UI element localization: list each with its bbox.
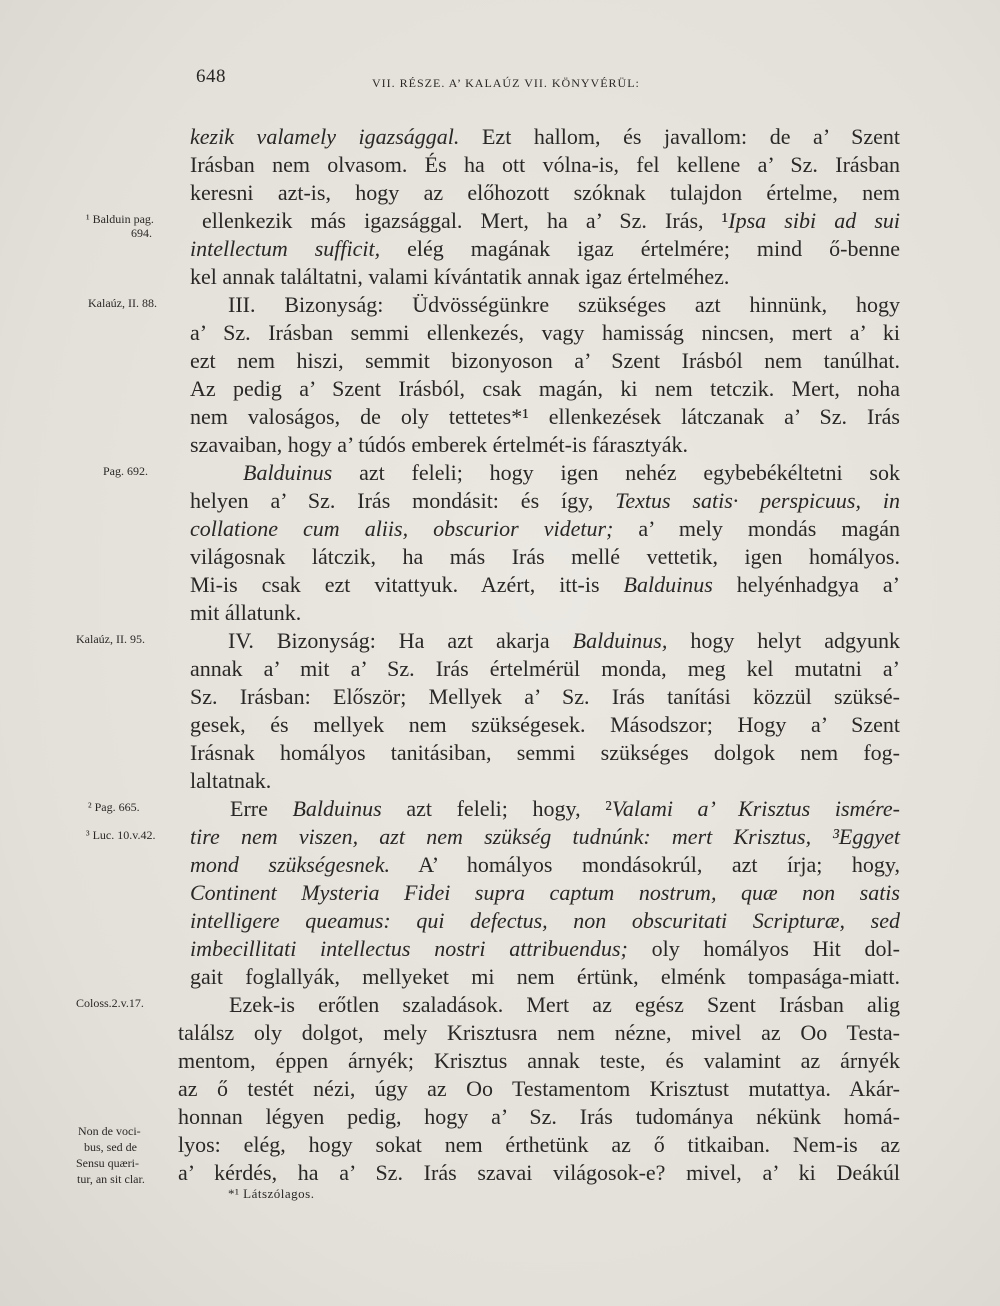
- text-line: [190, 768, 280, 794]
- roman-text: A’ homályos mondásokrúl, azt írja; hogy,: [389, 852, 900, 877]
- italic-text: intelligere queamus: qui defectus, non obscuritati Scripturæ, sed: [190, 908, 900, 933]
- italic-text: Balduinus: [292, 796, 382, 821]
- text-line: [190, 908, 900, 934]
- text-line: [190, 236, 900, 262]
- roman-text: Mi-is csak ezt vitattyuk. Azért, itt-is: [190, 572, 624, 597]
- text-line: [178, 1048, 900, 1074]
- text-line: [190, 432, 810, 458]
- text-line: [228, 628, 900, 654]
- page-number: 648: [196, 66, 226, 87]
- roman-text: kel annak találtatni, valami kívántatik annak igaz értelméhez.: [190, 264, 730, 289]
- margin-note: ¹ Balduin pag.: [86, 212, 154, 226]
- roman-text: helyen a’ Sz. Irás mondásit: és így,: [190, 488, 616, 513]
- margin-note: Sensu quæri-: [76, 1156, 139, 1170]
- text-line: [228, 292, 900, 318]
- text-line: [202, 208, 900, 234]
- italic-text: Balduinus: [243, 460, 333, 485]
- roman-text: gesek, és mellyek nem szükségesek. Másodszor; Hogy a’ Szent: [190, 712, 900, 737]
- footnote: *¹ Látszólagos.: [228, 1186, 315, 1201]
- text-line: [190, 824, 900, 850]
- roman-text: III. Bizonyság: Üdvösségünkre szükséges azt hinnünk, hogy: [228, 292, 900, 317]
- roman-text: azt feleli; hogy igen nehéz egybebékéltetni sok: [332, 460, 900, 485]
- margin-note: 694.: [131, 226, 152, 240]
- roman-text: az ő testét nézi, úgy az Oo Testamentom Krisztust mutattya. Akár-: [178, 1076, 900, 1101]
- text-line: [178, 1020, 900, 1046]
- roman-text: IV. Bizonyság: Ha azt akarja: [228, 628, 573, 653]
- text-line: [190, 152, 900, 178]
- margin-note: ² Pag. 665.: [88, 800, 140, 814]
- margin-note: Pag. 692.: [103, 464, 148, 478]
- roman-text: gait foglallyák, mellyeket mi nem értünk, elménk tompasága-miatt.: [190, 964, 900, 989]
- text-line: [230, 796, 900, 822]
- margin-note: Kalaúz, II. 95.: [76, 632, 145, 646]
- text-line: [190, 572, 900, 598]
- text-line: [190, 180, 900, 206]
- roman-text: Az pedig a’ Szent Irásból, csak magán, ki nem tetczik. Mert, noha: [190, 376, 900, 401]
- text-line: [190, 936, 900, 962]
- roman-text: Irásnak homályos tanitásiban, semmi szükséges dolgok nem fog-: [190, 740, 900, 765]
- italic-text: collatione cum aliis, obscurior videtur;: [190, 516, 614, 541]
- italic-text: mond szükségesnek.: [190, 852, 390, 877]
- roman-text: Erre: [230, 796, 293, 821]
- text-line: [178, 1132, 900, 1158]
- roman-text: mit állatunk.: [190, 600, 302, 625]
- roman-text: lyos: elég, hogy sokat nem érthetünk az ő titkaiban. Nem-is az: [178, 1132, 900, 1157]
- margin-note: Coloss.2.v.17.: [76, 996, 144, 1010]
- text-line: [190, 964, 900, 990]
- text-line: [190, 124, 900, 150]
- roman-text: keresni azt-is, hogy az előhozott szóknak tulajdon értelme, nem: [190, 180, 900, 205]
- roman-text: a’ Sz. Irásban semmi ellenkezés, vagy hamisság nincsen, mert a’ ki: [190, 320, 900, 345]
- text-line: [190, 656, 900, 682]
- roman-text: mentom, éppen árnyék; Krisztus annak teste, és valamint az árnyék: [178, 1048, 900, 1073]
- text-line: [178, 1104, 900, 1130]
- roman-text: Irásban nem olvasom. És ha ott vólna-is, fel kellene a’ Sz. Irásban: [190, 152, 900, 177]
- text-line: [190, 404, 900, 430]
- roman-text: laltatnak.: [190, 768, 272, 793]
- margin-note: Non de voci-: [78, 1124, 141, 1138]
- roman-text: szavaiban, hogy a’ túdós emberek értelmét-is fárasztyák.: [190, 432, 689, 457]
- roman-text: a’ kérdés, ha a’ Sz. Irás szavai világosok-e? mivel, a’ ki Deákúl: [178, 1160, 900, 1185]
- text-line: [190, 264, 884, 290]
- roman-text: elég magának igaz értelmére; mind ő-benne: [380, 236, 900, 261]
- text-line: [178, 1076, 900, 1102]
- roman-text: Ezt hallom, és javallom: de a’ Szent: [459, 124, 900, 149]
- italic-text: tire nem viszen, azt nem szükség tudnúnk: mert Krisztus, ³Eggyet: [190, 824, 900, 849]
- italic-text: Balduinus,: [572, 628, 668, 653]
- italic-text: intellectum sufficit,: [190, 236, 381, 261]
- text-line: [190, 544, 900, 570]
- text-line: [229, 992, 900, 1018]
- roman-text: honnan légyen pedig, hogy a’ Sz. Irás tudománya nékünk homá-: [178, 1104, 900, 1129]
- text-line: [190, 376, 900, 402]
- text-line: [190, 852, 900, 878]
- margin-note: tur, an sit clar.: [77, 1172, 145, 1186]
- italic-text: Continent Mysteria Fidei supra captum nostrum, quæ non satis: [190, 880, 900, 905]
- text-line: [190, 880, 900, 906]
- roman-text: világosnak látczik, ha más Irás mellé vettetik, igen homályos.: [190, 544, 900, 569]
- italic-text: imbecillitati intellectus nostri attribuendus;: [190, 936, 628, 961]
- roman-text: helyénhadgya a’: [712, 572, 900, 597]
- text-line: [243, 460, 900, 486]
- roman-text: Sz. Irásban: Először; Mellyek a’ Sz. Irás tanítási közzül szüksé-: [190, 684, 900, 709]
- text-line: [190, 488, 900, 514]
- italic-text: Ipsa sibi ad sui: [728, 208, 900, 233]
- text-line: [190, 684, 900, 710]
- italic-text: Valami a’ Krisztus ismére-: [611, 796, 900, 821]
- margin-note: Kalaúz, II. 88.: [88, 296, 157, 310]
- roman-text: annak a’ mit a’ Sz. Irás értelmérül monda, meg kel mutatni a’: [190, 656, 900, 681]
- roman-text: ezt nem hiszi, semmit bizonyoson a’ Szent Irásból nem tanúlhat.: [190, 348, 900, 373]
- roman-text: találsz oly dolgot, mely Krisztusra nem nézne, mivel az Oo Testa-: [178, 1020, 900, 1045]
- roman-text: hogy helyt adgyunk: [667, 628, 900, 653]
- text-line: [190, 348, 900, 374]
- roman-text: azt feleli; hogy, ²: [381, 796, 612, 821]
- text-line: [190, 320, 900, 346]
- italic-text: Textus satis· perspicuus, in: [615, 488, 900, 513]
- roman-text: Ezek-is erőtlen szaladások. Mert az egész Szent Irásban alig: [229, 992, 900, 1017]
- roman-text: nem valoságos, de oly tettetes*¹ ellenkezések látczanak a’ Sz. Irás: [190, 404, 900, 429]
- text-line: [190, 712, 900, 738]
- running-head: VII. RÉSZE. A’ KALAÚZ VII. KÖNYVÉRÜL:: [372, 76, 640, 90]
- text-line: [178, 1160, 900, 1186]
- italic-text: kezik valamely igazsággal.: [190, 124, 460, 149]
- text-line: [190, 740, 900, 766]
- roman-text: ellenkezik más igazsággal. Mert, ha a’ Sz. Irás, ¹: [202, 208, 729, 233]
- margin-note: bus, sed de: [84, 1140, 137, 1154]
- italic-text: Balduinus: [623, 572, 713, 597]
- roman-text: a’ mely mondás magán: [613, 516, 901, 541]
- text-line: [190, 516, 900, 542]
- margin-note: ³ Luc. 10.v.42.: [86, 828, 156, 842]
- text-line: [190, 600, 330, 626]
- roman-text: oly homályos Hit dol-: [627, 936, 900, 961]
